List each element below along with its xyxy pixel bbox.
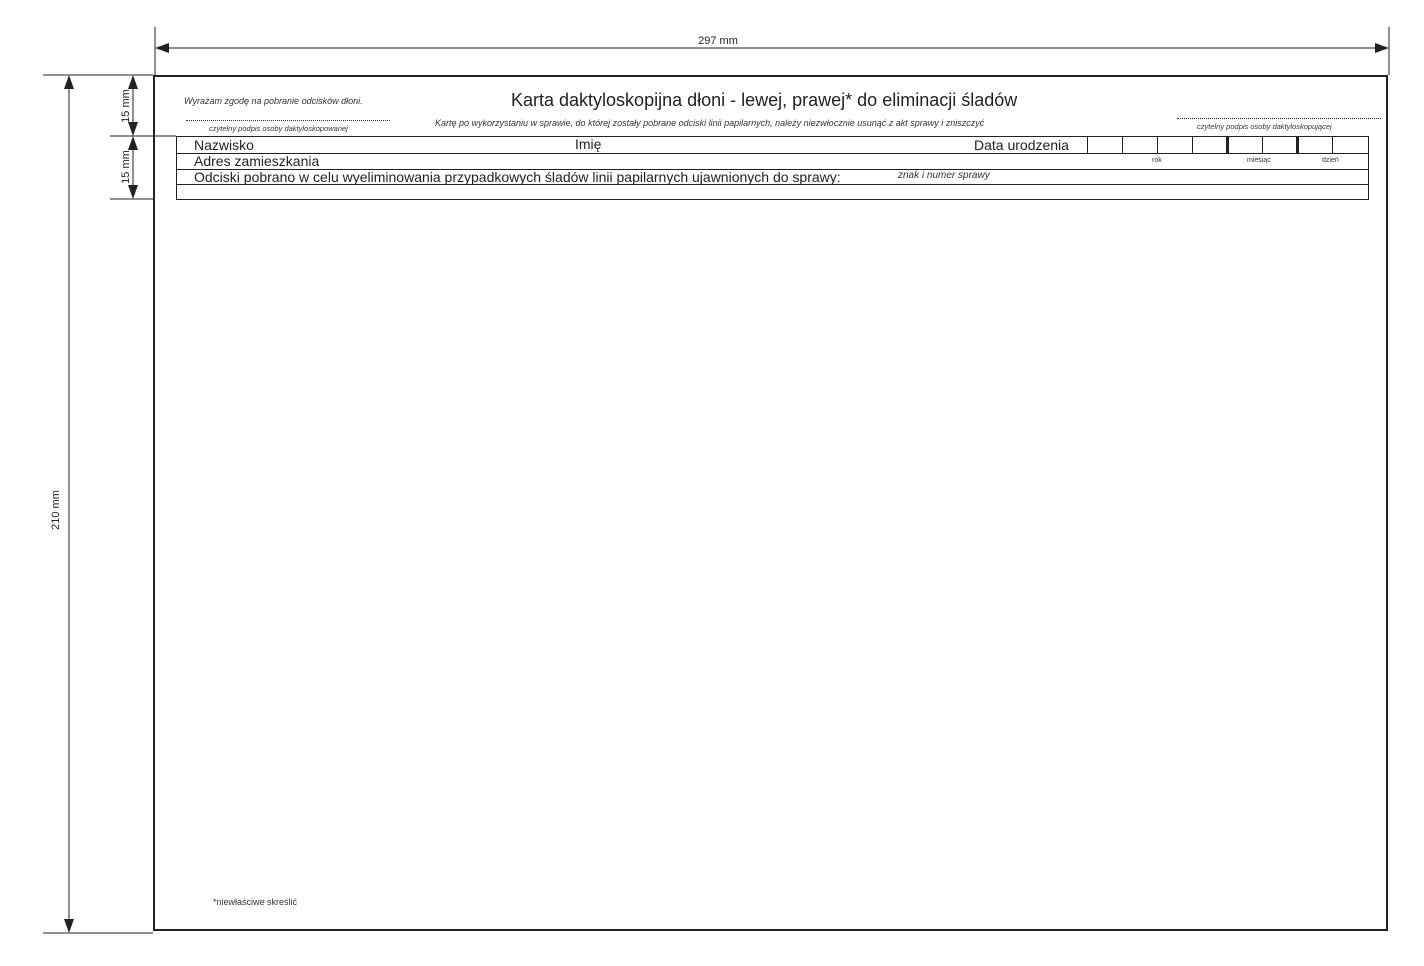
- date-box-divider: [1262, 137, 1263, 153]
- card-title: Karta daktyloskopijna dłoni - lewej, prawej* do eliminacji śladów: [511, 90, 1018, 110]
- consent-signature-line[interactable]: [186, 120, 390, 121]
- date-box-divider: [1332, 137, 1333, 153]
- date-box-divider: [1296, 137, 1299, 153]
- year-label: rok: [1152, 157, 1162, 164]
- consent-text: Wyrażam zgodę na pobranie odcisków dłoni.: [184, 96, 363, 106]
- fingerprint-card-sheet: [153, 75, 1388, 931]
- row-divider: [177, 153, 1368, 154]
- purpose-label: Odciski pobrano w celu wyeliminowania przypadkowych śladów linii papilarnych ujawnionych do sprawy:: [194, 169, 841, 185]
- footnote: *niewłaściwe skreślić: [213, 897, 298, 907]
- date-box-divider: [1157, 137, 1158, 153]
- examiner-signature-caption: czytelny podpis osoby daktyloskopującej: [1197, 122, 1332, 131]
- height-dimension-label: 210 mm: [50, 490, 62, 530]
- address-label: Adres zamieszkania: [194, 153, 320, 169]
- date-box-divider: [1226, 137, 1229, 153]
- width-dimension-label: 297 mm: [698, 35, 738, 47]
- day-label: dzień: [1322, 157, 1339, 164]
- date-box-divider: [1122, 137, 1123, 153]
- first-name-label: Imię: [575, 136, 602, 152]
- date-box-divider: [1087, 137, 1088, 153]
- card-subtitle: Kartę po wykorzystaniu w sprawie, do której zostały pobrane odciski linii papilarnych, należy niezwłocznie usunąć z akt sprawy i zniszczyć: [435, 118, 985, 128]
- personal-data-form: [176, 136, 1369, 200]
- case-number-field[interactable]: [177, 185, 1368, 199]
- top-band-dimension-label: 15 mm: [120, 89, 132, 123]
- examiner-signature-line[interactable]: [1177, 118, 1381, 119]
- surname-label: Nazwisko: [194, 137, 254, 153]
- month-label: miesiąc: [1247, 157, 1271, 164]
- date-box-divider: [1192, 137, 1193, 153]
- birth-date-label: Data urodzenia: [974, 137, 1069, 153]
- consent-signature-caption: czytelny podpis osoby daktyloskopowanej: [209, 124, 348, 133]
- form-band-dimension-label: 15 mm: [120, 150, 132, 184]
- case-number-label: znak i numer sprawy: [898, 170, 990, 181]
